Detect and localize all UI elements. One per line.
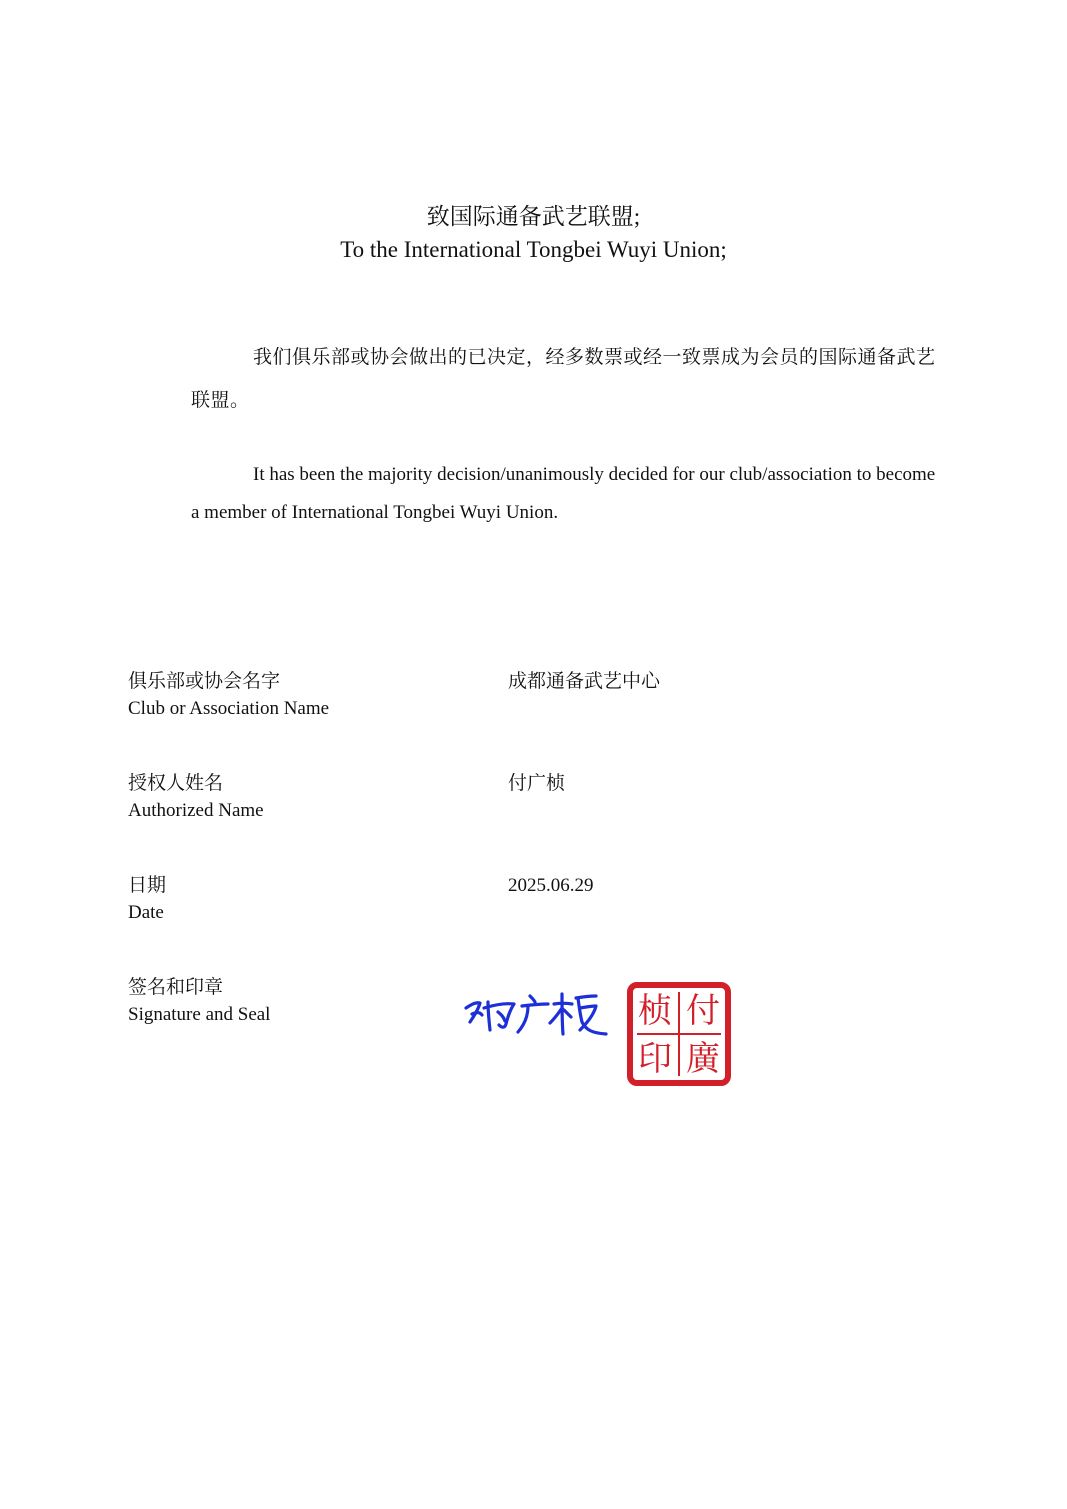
red-seal-stamp bbox=[627, 982, 731, 1086]
body-paragraph-chinese: 我们俱乐部或协会做出的已决定，经多数票或经一致票成为会员的国际通备武艺联盟。 bbox=[191, 347, 936, 411]
heading-english: To the International Tongbei Wuyi Union; bbox=[340, 237, 727, 262]
authorized-name-label-en: Authorized Name bbox=[128, 800, 264, 821]
club-name-label-en: Club or Association Name bbox=[128, 698, 330, 719]
signature-seal-label-cn: 签名和印章 bbox=[128, 977, 224, 998]
handwritten-signature bbox=[462, 988, 612, 1038]
authorized-name-label bbox=[128, 770, 264, 824]
signature-seal-label-en: Signature and Seal bbox=[128, 1004, 271, 1025]
letter-heading bbox=[0, 200, 1067, 266]
authorized-name-value: 付广桢 bbox=[508, 773, 566, 794]
club-name-label bbox=[128, 668, 329, 722]
signature-seal-label bbox=[128, 974, 270, 1028]
date-label-cn: 日期 bbox=[128, 875, 167, 896]
seal-char: 付 bbox=[686, 991, 720, 1031]
heading-chinese: 致国际通备武艺联盟; bbox=[426, 204, 641, 229]
seal-char: 廣 bbox=[686, 1039, 720, 1079]
body-paragraph-english: It has been the majority decision/unanimously decided for our club/association to become a member of International Tongbei Wuyi Union. bbox=[191, 464, 936, 523]
seal-char: 桢 bbox=[638, 991, 672, 1031]
date-label bbox=[128, 872, 166, 926]
club-name-label-cn: 俱乐部或协会名字 bbox=[128, 671, 281, 692]
club-name-value: 成都通备武艺中心 bbox=[508, 671, 661, 692]
date-label-en: Date bbox=[128, 902, 164, 923]
seal-char: 印 bbox=[638, 1039, 672, 1079]
authorized-name-label-cn: 授权人姓名 bbox=[128, 773, 224, 794]
date-value: 2025.06.29 bbox=[508, 875, 594, 896]
